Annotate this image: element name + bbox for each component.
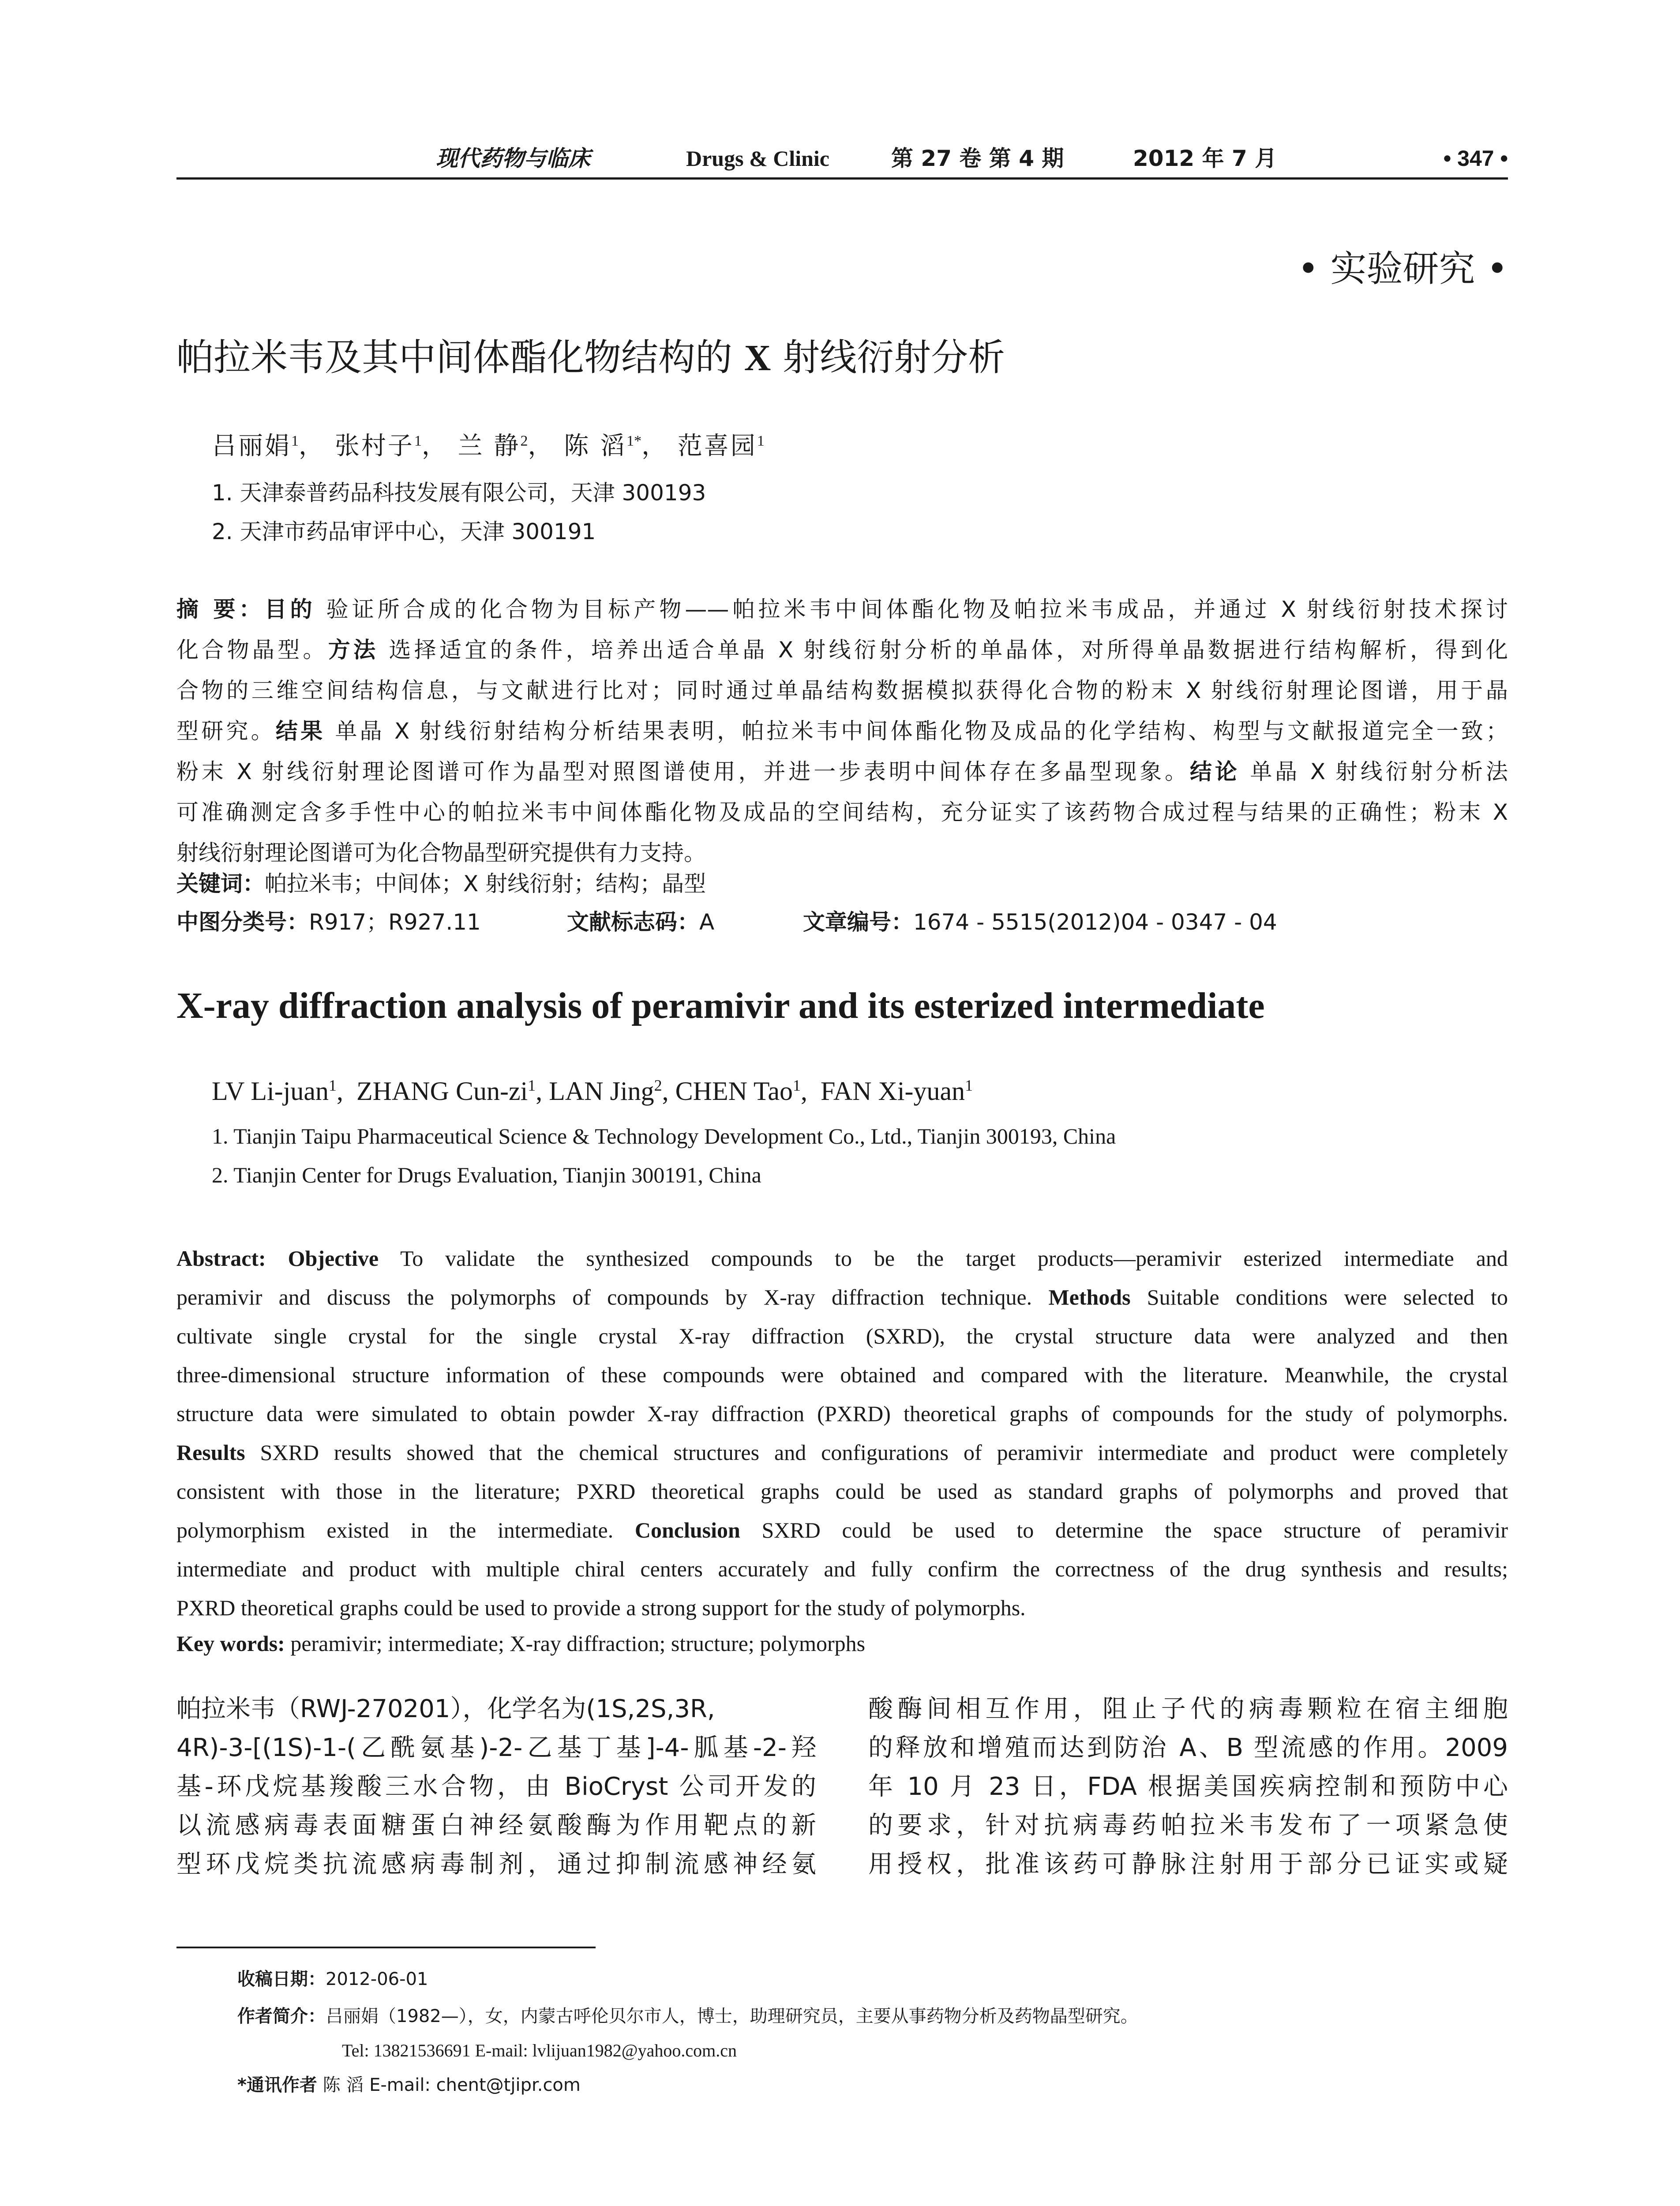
doc-code-label: 文献标志码： [567, 909, 699, 935]
received-date: 2012-06-01 [326, 1969, 428, 1989]
footnote-rule [176, 1947, 596, 1948]
author-en: LAN Jing [549, 1077, 654, 1106]
body-line: 帕拉米韦（RWJ-270201），化学名为(1S,2S,3R, [176, 1695, 715, 1723]
body-line: 基-环戊烷基羧酸三水合物，由 BioCryst 公司开发的 [176, 1772, 816, 1801]
abstract-en-text: peramivir and discuss the polymorphs of compounds by X-ray diffraction technique. [176, 1285, 1049, 1309]
abstract-cn-line [176, 589, 1508, 630]
author-en-sup: 2 [654, 1077, 662, 1094]
title-en: X-ray diffraction analysis of peramivir and its esterized intermediate [176, 985, 1265, 1026]
abstract-cn-line: 合物的三维空间结构信息，与文献进行比对；同时通过单晶结构数据模拟获得化合物的粉末 X 射线衍射理论图谱，用于晶 [176, 678, 1508, 703]
footnote-contact: Tel: 13821536691 E-mail: lvlijuan1982@yahoo.com.cn [342, 2041, 737, 2060]
abstract-en-line [176, 1511, 1508, 1549]
article-id-value: 1674 - 5515(2012)04 - 0347 - 04 [913, 909, 1277, 935]
title-cn-part1: 帕拉米韦及其中间体酯化物结构的 [176, 336, 744, 379]
abstract-en-line [176, 1278, 1508, 1317]
bio-label: 作者简介： [237, 2006, 326, 2026]
abstract-en-text: SXRD results showed that the chemical structures and configurations of peramivir intermediate and product were completely [245, 1440, 1508, 1465]
abstract-cn-keyword: 方法 [328, 637, 379, 663]
affiliation-en-1: 1. Tianjin Taipu Pharmaceutical Science & Technology Development Co., Ltd., Tianjin 300193, China [212, 1124, 1116, 1148]
author-en-sup: 1 [792, 1077, 801, 1094]
abstract-en-text: Suitable conditions were selected to [1130, 1285, 1508, 1309]
body-line: 型环戊烷类抗流感病毒制剂，通过抑制流感神经氨 [176, 1850, 816, 1879]
author-cn: 张村子 [334, 431, 414, 461]
doc-code-value: A [699, 909, 715, 935]
author-en-sup: 1 [329, 1077, 337, 1094]
abstract-cn-line [176, 630, 1508, 670]
author-en-sup: 1 [528, 1077, 536, 1094]
abstract-en-keyword: Results [176, 1440, 245, 1465]
abstract-cn-keyword: 结果 [275, 718, 326, 744]
keywords-cn [176, 868, 706, 899]
author-en: ZHANG Cun-zi [356, 1077, 528, 1106]
corr-text: 陈 滔 E-mail: chent@tjipr.com [317, 2075, 581, 2095]
body-line: 的释放和增殖而达到防治 A、B 型流感的作用。2009 [868, 1733, 1508, 1762]
abstract-cn-keyword: 结论 [1189, 759, 1240, 784]
abstract-en-line: PXRD theoretical graphs could be used to provide a strong support for the study of polymorphs. [176, 1595, 1026, 1620]
abstract-en-line: consistent with those in the literature; PXRD theoretical graphs could be used as standard graphs of polymorphs and proved that [176, 1479, 1508, 1504]
abstract-cn-line: 射线衍射理论图谱可为化合物晶型研究提供有力支持。 [176, 840, 706, 866]
abstract-en-text: polymorphism existed in the intermediate. [176, 1518, 635, 1542]
abstract-cn-text: 型研究。 [176, 718, 276, 744]
body-line: 用授权，批准该药可静脉注射用于部分已证实或疑 [868, 1850, 1508, 1879]
abstract-en-keyword: Conclusion [634, 1518, 740, 1542]
affiliation-cn-2: 2. 天津市药品审评中心，天津 300191 [212, 519, 596, 544]
corr-label: *通讯作者 [237, 2075, 317, 2095]
abstract-cn-label: 摘 要： [176, 597, 265, 622]
abstract-cn-text: 验证所合成的化合物为目标产物——帕拉米韦中间体酯化物及帕拉米韦成品，并通过 X 射线衍射技术探讨 [315, 597, 1508, 622]
abstract-en-line [176, 1433, 1508, 1472]
body-line: 酸酶间相互作用，阻止子代的病毒颗粒在宿主细胞 [868, 1695, 1508, 1723]
abstract-en-keyword: Methods [1048, 1285, 1131, 1309]
keywords-cn-text: 帕拉米韦；中间体；X 射线衍射；结构；晶型 [265, 871, 706, 897]
author-en: FAN Xi-yuan [820, 1077, 965, 1106]
body-line: 4R)-3-[(1S)-1-(乙酰氨基)-2-乙基丁基]-4-胍基-2-羟 [176, 1733, 816, 1762]
received-label: 收稿日期： [237, 1969, 326, 1989]
body-line: 年 10 月 23 日，FDA 根据美国疾病控制和预防中心 [868, 1772, 1508, 1801]
body-line: 以流感病毒表面糖蛋白神经氨酸酶为作用靶点的新 [176, 1811, 816, 1840]
footnote-bio [237, 2003, 1138, 2030]
running-header [176, 144, 1508, 173]
author-cn: 范喜园 [677, 431, 757, 461]
keywords-cn-label: 关键词： [176, 871, 265, 897]
abstract-en-text: SXRD could be used to determine the space structure of peramivir [740, 1518, 1508, 1542]
abstract-cn-text: 化合物晶型。 [176, 637, 328, 663]
abstract-cn-text: 选择适宜的条件，培养出适合单晶 X 射线衍射分析的单晶体，对所得单晶数据进行结构解析，得到化 [379, 637, 1508, 663]
author-cn-sup: 1 [414, 433, 422, 449]
author-cn-sup: 1 [757, 433, 765, 449]
abstract-cn-line [176, 751, 1508, 792]
author-cn: 陈 滔 [564, 431, 627, 461]
author-cn-sup: 1* [626, 433, 642, 449]
author-en-sup: 1 [965, 1077, 973, 1094]
abstract-en-line: cultivate single crystal for the single crystal X-ray diffraction (SXRD), the crystal structure data were analyzed and then [176, 1324, 1508, 1348]
issue-date: 2012 年 7 月 [1133, 146, 1277, 171]
author-en: CHEN Tao [675, 1077, 793, 1106]
abstract-en-keyword: Abstract: Objective [176, 1246, 379, 1271]
keywords-en-text: peramivir; intermediate; X-ray diffraction; structure; polymorphs [285, 1631, 866, 1656]
author-cn-sup: 1 [291, 433, 299, 449]
abstract-cn-text: 单晶 X 射线衍射结构分析结果表明，帕拉米韦中间体酯化物及成品的化学结构、构型与文献报道完全一致； [325, 718, 1508, 744]
abstract-en-text: To validate the synthesized compounds to be the target products—peramivir esterized intermediate and [379, 1246, 1508, 1271]
page-number: • 347 • [1443, 146, 1508, 171]
abstract-cn [176, 589, 1508, 876]
footnote-corresponding [237, 2072, 581, 2098]
author-cn: 吕丽娟 [212, 431, 291, 461]
abstract-cn-text: 粉末 X 射线衍射理论图谱可作为晶型对照图谱使用，并进一步表明中间体存在多晶型现象。 [176, 759, 1190, 784]
header-rule [176, 177, 1508, 180]
clc-label: 中图分类号： [176, 909, 309, 935]
abstract-en-line [176, 1239, 1508, 1278]
authors-cn: 吕丽娟$^1$， 张村子$^1$， 兰 静$^2$， 陈 滔$^{1*}$， 范喜园$^1$ [212, 431, 765, 461]
journal-name-en: Drugs & Clinic [686, 146, 829, 171]
author-cn-sup: 2 [520, 433, 528, 449]
abstract-cn-text: 单晶 X 射线衍射分析法 [1240, 759, 1508, 784]
title-cn [176, 333, 1005, 383]
clc-value: R917；R927.11 [309, 909, 481, 935]
abstract-en-line: intermediate and product with multiple chiral centers accurately and fully confirm the correctness of the drug synthesis and results; [176, 1557, 1508, 1581]
footnote-received [237, 1966, 428, 1992]
affiliation-cn-1: 1. 天津泰普药品科技发展有限公司，天津 300193 [212, 480, 706, 506]
abstract-cn-line: 可准确测定含多手性中心的帕拉米韦中间体酯化物及成品的空间结构，充分证实了该药物合成过程与结果的正确性；粉末 X [176, 799, 1508, 825]
keywords-en-label: Key words: [176, 1631, 285, 1656]
author-cn: 兰 静 [458, 431, 521, 461]
title-cn-x: X [744, 338, 771, 379]
bio-text: 吕丽娟（1982—），女，内蒙古呼伦贝尔市人，博士，助理研究员，主要从事药物分析及药物晶型研究。 [326, 2006, 1138, 2026]
authors-en: LV Li-juan$^1$, ZHANG Cun-$zi^1$, LAN Jing$^2$, CHEN Tao$^1$, FAN Xi-yuan$^1$ [212, 1077, 973, 1106]
volume-issue: 第 27 卷 第 4 期 [891, 146, 1064, 171]
abstract-en-line: structure data were simulated to obtain powder X-ray diffraction (PXRD) theoretical graphs of compounds for the study of polymorphs. [176, 1401, 1508, 1426]
abstract-cn-line [176, 711, 1508, 751]
title-cn-part2: 射线衍射分析 [771, 336, 1005, 379]
affiliation-en-2: 2. Tianjin Center for Drugs Evaluation, Tianjin 300191, China [212, 1163, 761, 1187]
abstract-cn-keyword: 目的 [264, 597, 316, 622]
section-tag: • 实验研究 • [1298, 248, 1508, 290]
author-en: LV Li-juan [212, 1077, 329, 1106]
keywords-en [176, 1628, 865, 1659]
body-line: 的要求，针对抗病毒药帕拉米韦发布了一项紧急使 [868, 1811, 1508, 1840]
article-id-label: 文章编号： [803, 909, 913, 935]
abstract-en-line: three-dimensional structure information of these compounds were obtained and compared with the literature. Meanwhile, the crystal [176, 1362, 1508, 1387]
journal-name-cn: 现代药物与临床 [436, 146, 590, 171]
